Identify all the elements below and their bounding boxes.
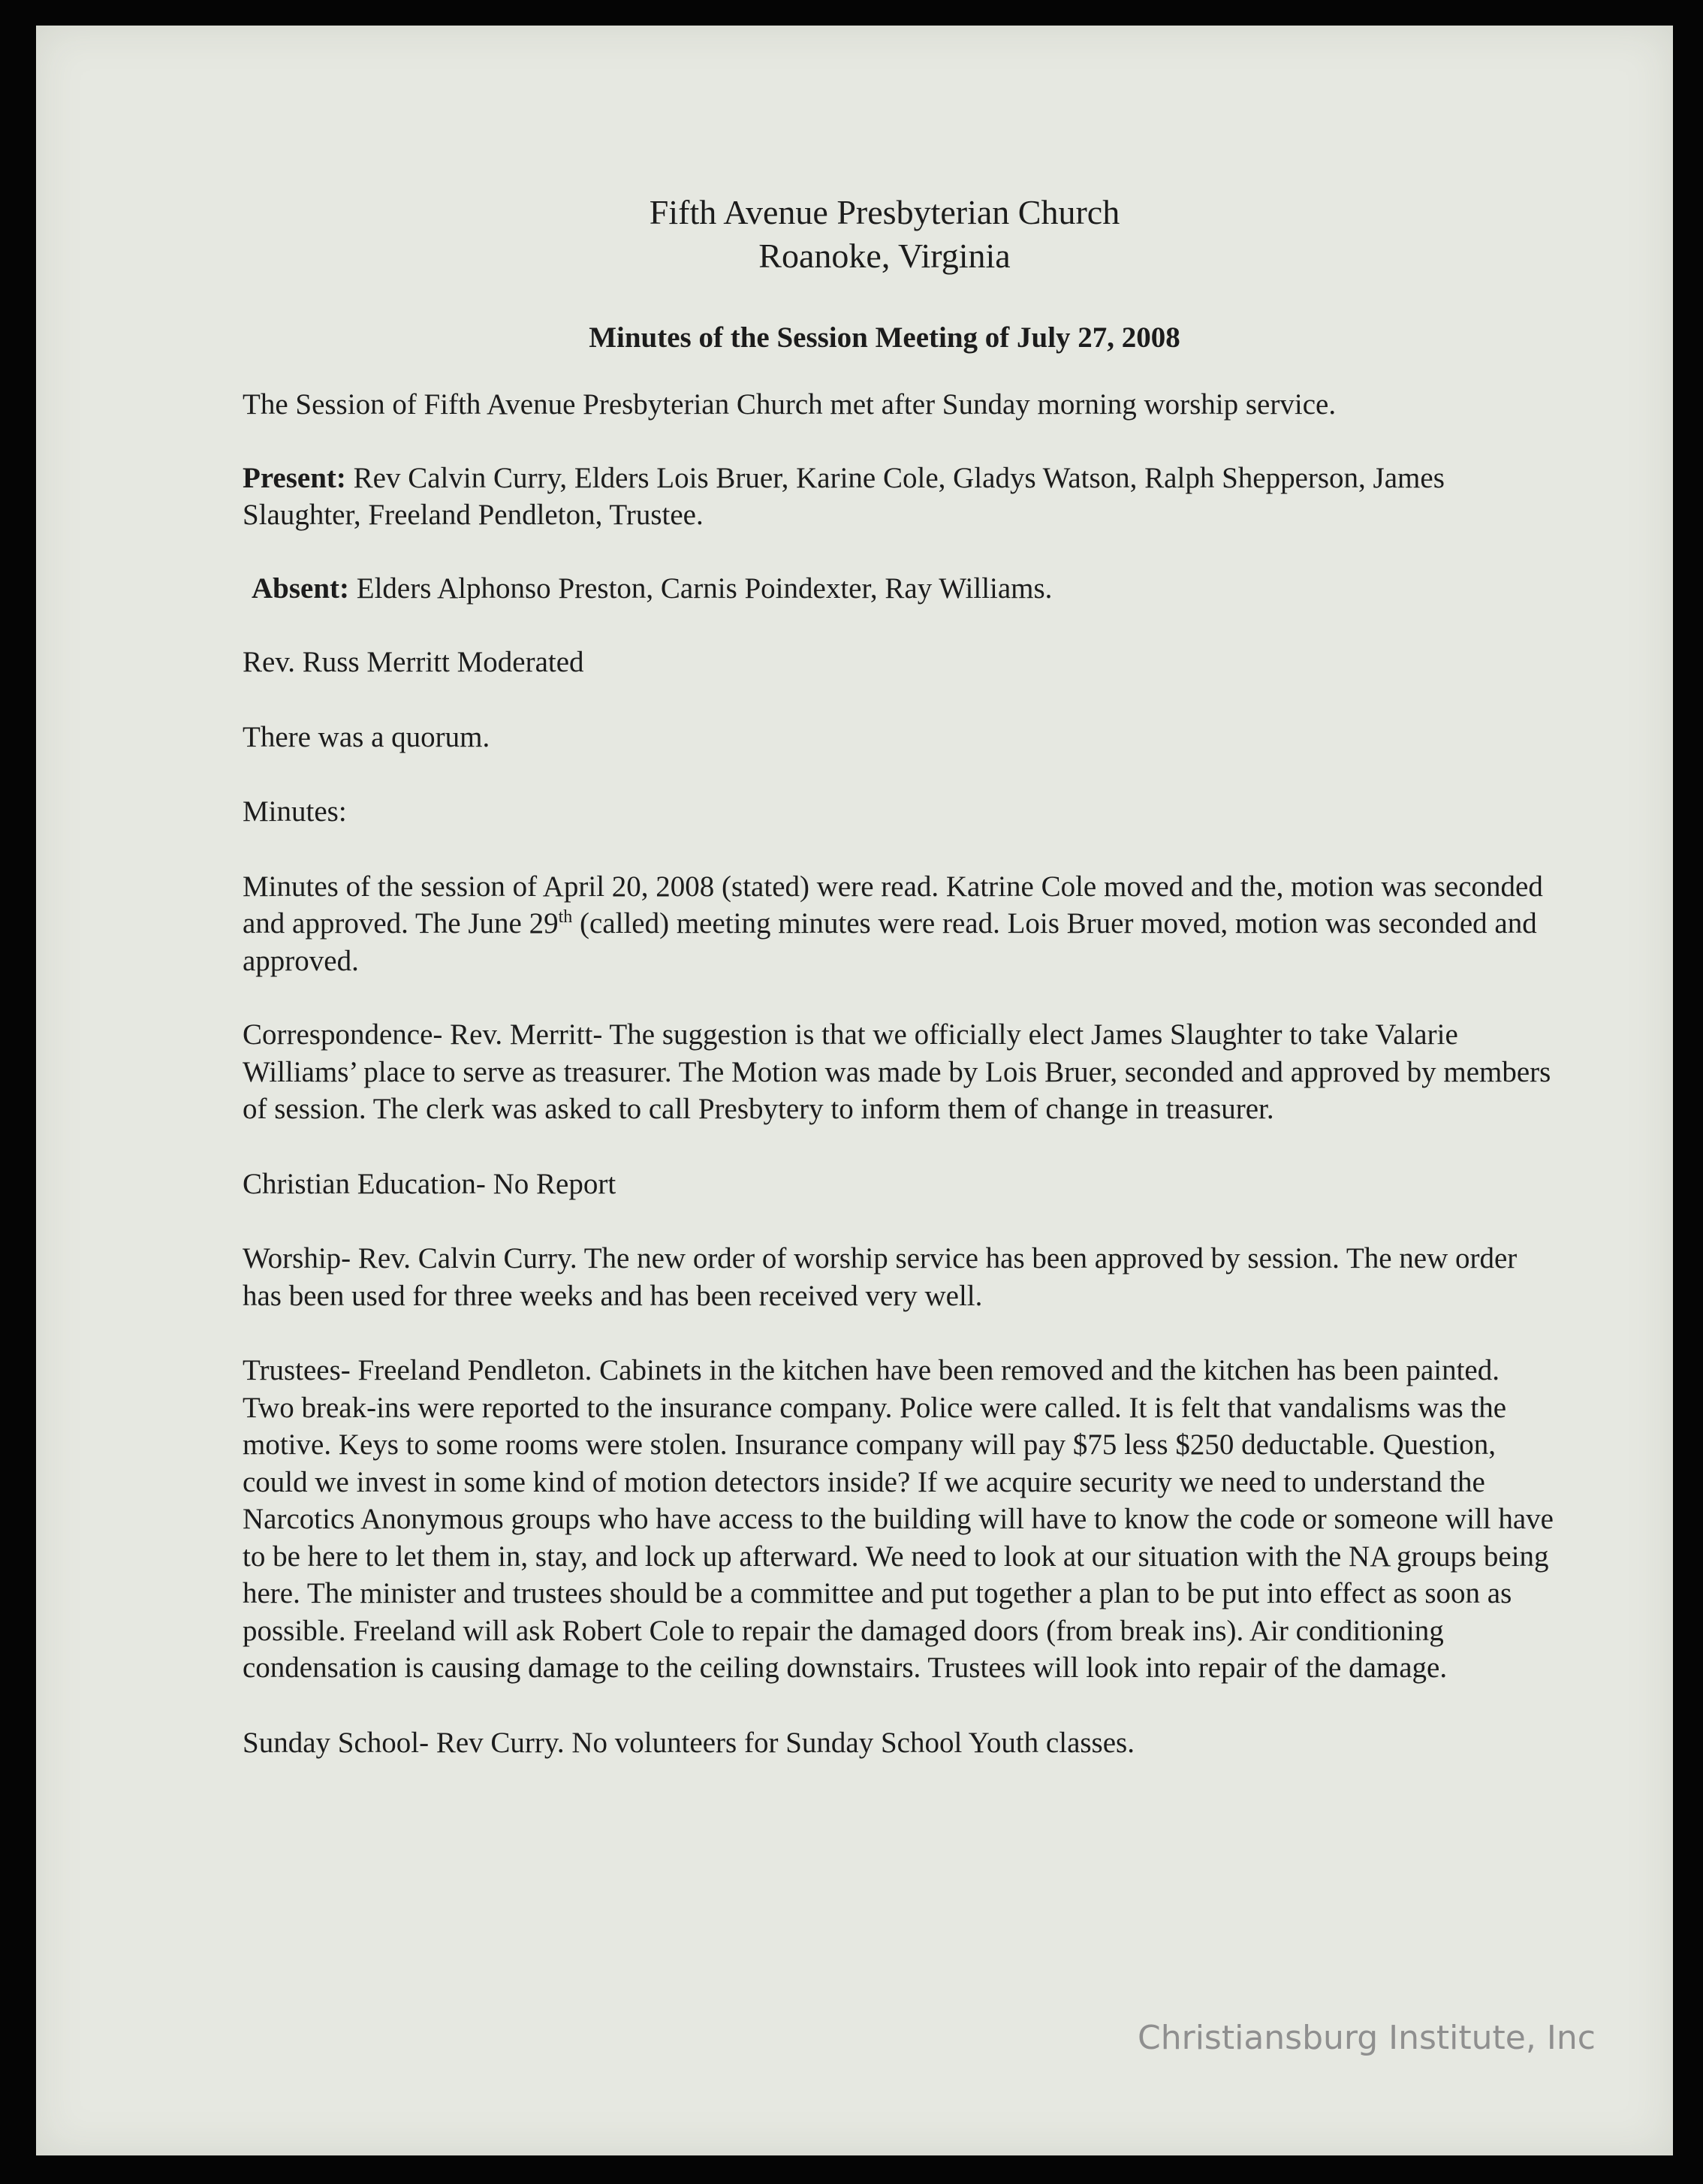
correspondence-paragraph: Correspondence- Rev. Merritt- The suggestion is that we officially elect James Slaughter to take Valarie Williams’ place to serve as treasurer. The Motion was made by Lois Bruer, seconded and approved by members of session. The clerk was asked to call Presbytery to inform them of change in treasurer. — [243, 1018, 1551, 1125]
document-page — [36, 26, 1673, 2155]
minutes-text-1: Minutes of the session of April 20, 2008 (stated) were read. Katrine Cole moved and the, motion was seconded and approved. The June 29 — [243, 870, 1543, 940]
christian-education-line: Christian Education- No Report — [243, 1167, 616, 1200]
worship-paragraph: Worship- Rev. Calvin Curry. The new order of worship service has been approved by session. The new order has been used for three weeks and has been received very well. — [243, 1242, 1518, 1312]
document-body — [243, 191, 1557, 1761]
watermark-text: Christiansburg Institute, Inc — [1138, 2019, 1596, 2057]
minutes-heading: Minutes: — [243, 795, 347, 828]
trustees-paragraph: Trustees- Freeland Pendleton. Cabinets in the kitchen have been removed and the kitchen has been painted. Two break-ins were reported to the insurance company. Police were called. It is felt that vandalisms was the motive. Keys to some rooms were stolen. Insurance company will pay $75 less $250 deductable. Question, could we invest in some kind of motion detectors inside? If we acquire security we need to understand the Narcotics Anonymous groups who have access to the building will have to know the code or someone will have to be here to let them in, stay, and lock up afterward. We need to look at our situation with the NA groups being here. The minister and trustees should be a committee and put together a plan to be put into effect as soon as possible. Freeland will ask Robert Cole to repair the damaged doors (from break ins). Air conditioning condensation is causing damage to the ceiling downstairs. Trustees will look into repair of the damage. — [243, 1354, 1554, 1684]
church-location: Roanoke, Virginia — [758, 237, 1011, 275]
minutes-text-2: (called) meeting minutes were read. Lois Bruer moved, motion was seconded and approved. — [243, 907, 1537, 977]
document-title: Minutes of the Session Meeting of July 27, 2008 — [589, 321, 1180, 354]
minutes-superscript: th — [558, 907, 573, 927]
sunday-school-line: Sunday School- Rev Curry. No volunteers for Sunday School Youth classes. — [243, 1726, 1135, 1759]
letterhead — [243, 191, 1527, 278]
present-text: Rev Calvin Curry, Elders Lois Bruer, Karine Cole, Gladys Watson, Ralph Shepperson, James Slaughter, Freeland Pendleton, Trustee. — [243, 461, 1445, 531]
absent-text: Elders Alphonso Preston, Carnis Poindexter, Ray Williams. — [349, 572, 1053, 605]
absent-paragraph — [243, 570, 1557, 608]
minutes-paragraph — [243, 868, 1557, 980]
moderator-line: Rev. Russ Merritt Moderated — [243, 646, 584, 678]
absent-label: Absent: — [252, 572, 350, 605]
quorum-line: There was a quorum. — [243, 720, 490, 753]
present-paragraph — [243, 460, 1557, 534]
church-name: Fifth Avenue Presbyterian Church — [649, 193, 1120, 231]
present-label: Present: — [243, 461, 346, 494]
intro-paragraph: The Session of Fifth Avenue Presbyterian Church met after Sunday morning worship service. — [243, 388, 1337, 421]
